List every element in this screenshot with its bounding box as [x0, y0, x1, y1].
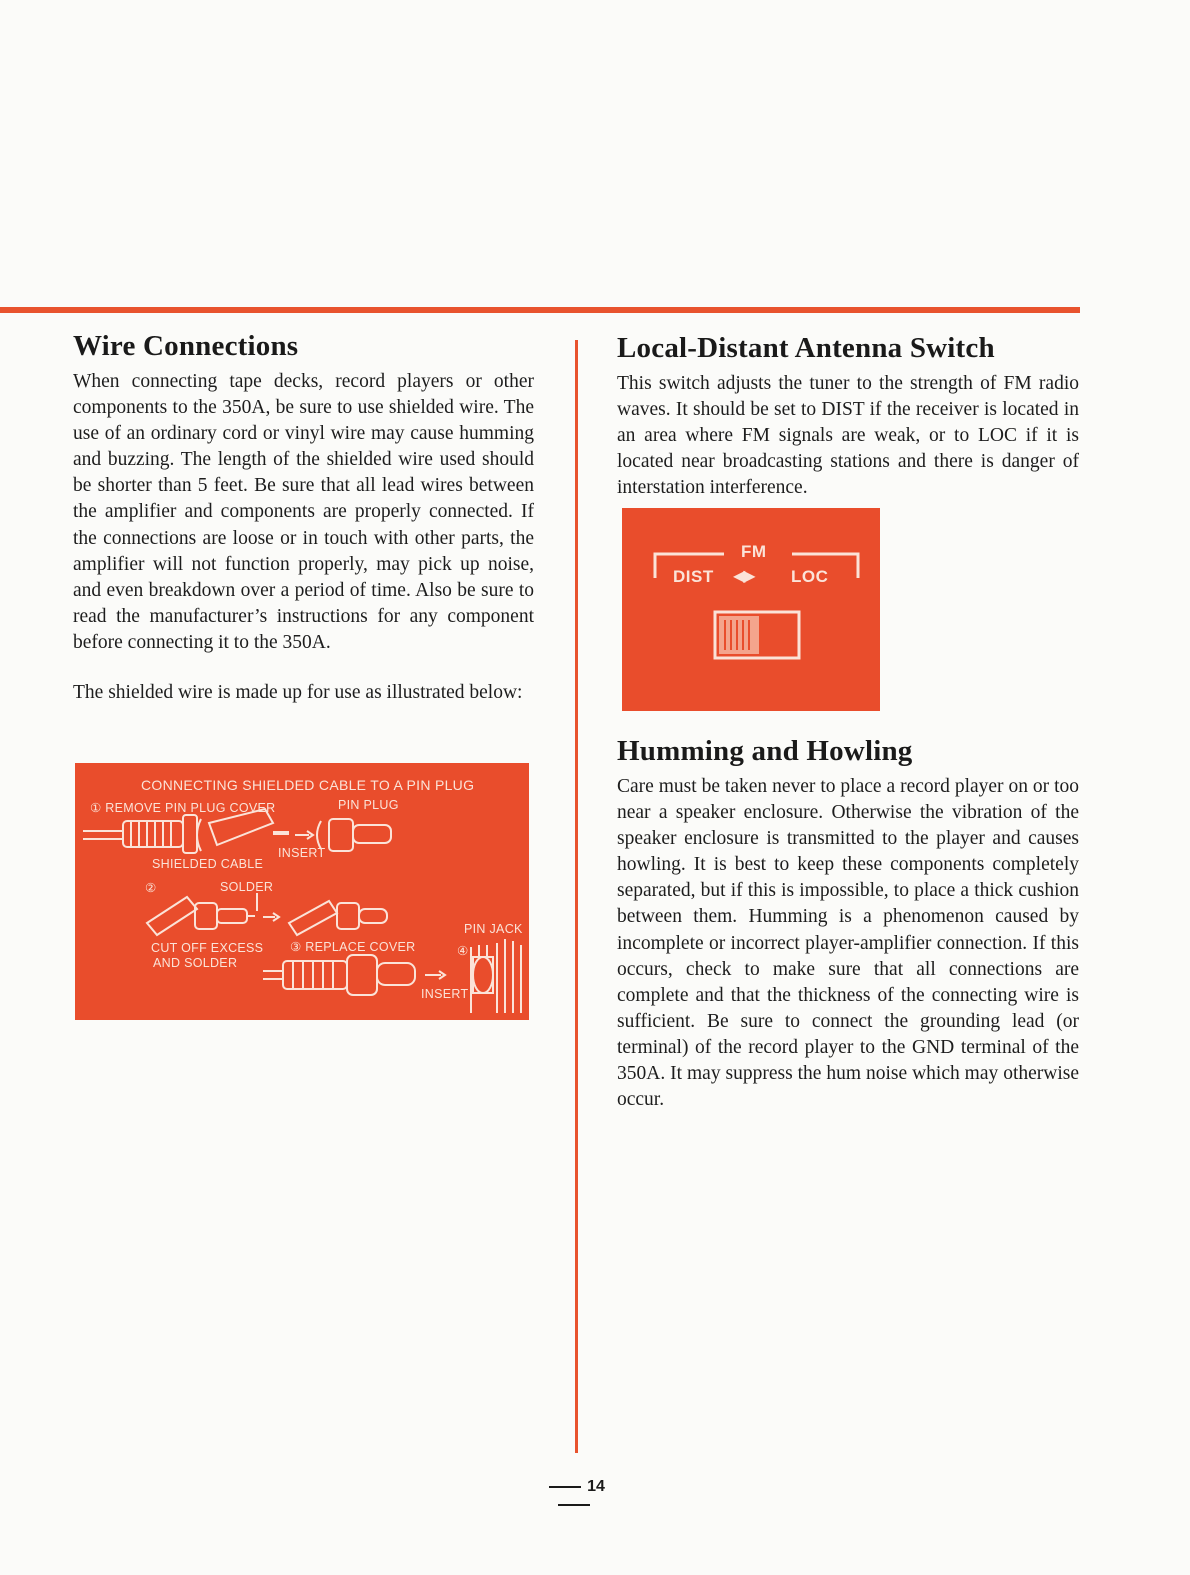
humming-howling-heading: Humming and Howling: [617, 735, 913, 767]
wire-connections-heading: Wire Connections: [73, 330, 299, 362]
page-number-text: 14: [587, 1478, 605, 1495]
humming-howling-paragraph: Care must be taken never to place a record player on or too near a speaker enclosure. Otherwise the vibration of the speaker enclosure is transmitted to the player and causes howling. It is best to keep these components completely separated, but if this is impossible, to place a thick cushion between them. Humming is a phenomenon caused by incomplete or incorrect player-amplifier connection. If this occurs, check to make sure that all connections are complete and that the thickness of the connecting wire is sufficient. Be sure to connect the grounding lead (or terminal) of the record player to the GND terminal of the 350A. It may suppress the hum noise which may otherwise occur.: [617, 776, 1079, 1111]
cable-figure-title: CONNECTING SHIELDED CABLE TO A PIN PLUG: [141, 777, 475, 793]
column-divider: [575, 340, 578, 1453]
top-accent-rule: [0, 307, 1080, 313]
step2-label: ②: [145, 881, 157, 895]
loc-label: LOC: [791, 567, 829, 586]
insert-label-1: INSERT: [278, 846, 326, 860]
solder-label: SOLDER: [220, 880, 274, 894]
page-dash-left: [549, 1486, 581, 1488]
cut-off-label-line1: CUT OFF EXCESS: [151, 941, 264, 955]
wire-connections-paragraph: When connecting tape decks, record players or other components to the 350A, be sure to use shielded wire. The use of an ordinary cord or vinyl wire may cause humming and buzzing. The length of the shielded wire used should be shorter than 5 feet. Be sure that all lead wires between the amplifier and components are properly connected. If the connections are loose or in touch with other parts, the amplifier will not function properly, may pick up noise, and even breakdown over a period of time. Also be sure to read the manufacturer’s instructions for any component before connecting it to the 350A.: [73, 371, 534, 653]
pin-jack-label: PIN JACK: [464, 922, 523, 936]
antenna-switch-heading: Local-Distant Antenna Switch: [617, 332, 995, 364]
antenna-switch-paragraph: This switch adjusts the tuner to the strength of FM radio waves. It should be set to DIST if the receiver is located in an area where FM signals are weak, or to LOC if it is located near broadcasting stations and there is danger of interstation interference.: [617, 373, 1079, 499]
direction-arrows: ◀▶: [733, 568, 754, 585]
insert-label-2: INSERT: [421, 987, 469, 1001]
cut-off-label-line2: AND SOLDER: [153, 956, 238, 970]
antenna-switch-figure: [622, 508, 880, 711]
shielded-cable-label: SHIELDED CABLE: [152, 857, 264, 871]
humming-howling-section: [617, 735, 1079, 1113]
pin-plug-label: PIN PLUG: [338, 798, 399, 812]
step1-label: ① REMOVE PIN PLUG COVER: [90, 801, 276, 815]
shielded-cable-figure: [75, 763, 529, 1020]
fm-label: FM: [741, 542, 767, 561]
switch-bracket-illustration: [622, 508, 880, 711]
step3-label: ③ REPLACE COVER: [290, 940, 416, 954]
dist-label: DIST: [673, 567, 714, 586]
shielded-wire-intro: The shielded wire is made up for use as illustrated below:: [73, 682, 523, 704]
page-number: [522, 1478, 626, 1500]
page-dash-right: [558, 1504, 590, 1506]
wire-connections-section: [73, 330, 534, 706]
antenna-switch-section: [617, 332, 1079, 501]
step4-label: ④: [457, 944, 469, 958]
